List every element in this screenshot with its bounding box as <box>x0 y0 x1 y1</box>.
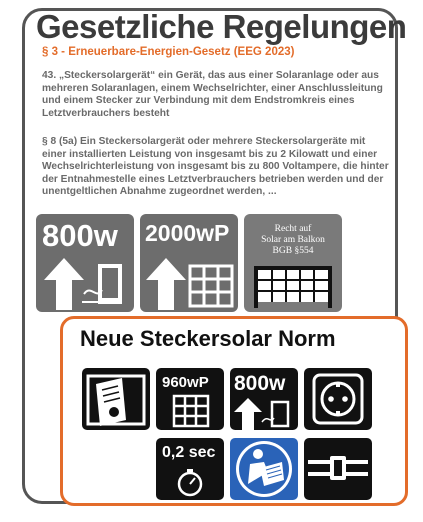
shutdown-time-label: 0,2 sec <box>162 444 216 461</box>
definition-paragraph: 43. „Steckersolargerät“ ein Gerät, das aus einer Solaranlage oder aus mehreren Solaranlagen, einem Wechselrichter, einer Anschlussleitung und einem Stecker zur Verbindung mit dem Endstromkreis eines Letztverbrauchers besteht <box>42 70 383 119</box>
inverter-800w-tile <box>230 368 298 430</box>
solar-panel-icon <box>190 266 232 306</box>
arrow-up-icon <box>146 258 186 310</box>
solar-960wp-tile <box>156 368 224 430</box>
solar-960wp-label: 960wP <box>162 374 209 391</box>
shutdown-time-tile <box>156 438 224 500</box>
law-line-1: Recht auf <box>274 224 312 234</box>
law-line-3: BGB §554 <box>272 246 314 256</box>
read-manual-icon <box>230 438 298 500</box>
tile-800w <box>36 214 134 312</box>
inverter-800w-label: 800w <box>234 372 286 395</box>
arrow-up-icon <box>44 258 84 310</box>
balcony-solar-icon <box>244 214 342 312</box>
norm-title: Neue Steckersolar Norm <box>80 326 336 351</box>
cable-connector-icon <box>304 438 372 500</box>
solar-panel-icon <box>156 368 224 430</box>
law-subtitle: § 3 - Erneuerbare-Energien-Gesetz (EEG 2023) <box>42 46 295 58</box>
stopwatch-icon <box>156 438 224 500</box>
tile-2000wp <box>140 214 238 312</box>
tile-2000wp-graphic <box>140 214 238 312</box>
tile-2000wp-label: 2000wP <box>145 220 230 246</box>
schuko-socket-icon <box>304 368 372 430</box>
tile-balcony-law <box>244 214 342 312</box>
arrow-up-icon <box>230 368 298 430</box>
certificate-document-icon <box>82 368 150 430</box>
certificate-document-tile <box>82 368 150 430</box>
law-line-2: Solar am Balkon <box>261 235 325 245</box>
plug-icon <box>82 264 122 304</box>
read-manual-tile <box>230 438 298 500</box>
page-title: Gesetzliche Regelungen <box>36 8 407 45</box>
tile-800w-label: 800w <box>42 218 118 253</box>
schuko-socket-tile <box>304 368 372 430</box>
cable-connector-tile <box>304 438 372 500</box>
rule-paragraph: § 8 (5a) Ein Steckersolargerät oder mehrere Steckersolargeräte mit einer installierten Leistung von insgesamt bis zu 2 Kilowatt und einer Wechselrichterleistung von insgesamt bis zu 800 Voltampere, die hinter der Entnahmestelle eines Letztverbrauchers betrieben werden und der unentgeltlichen Abnahme zugeordnet werden, ... <box>42 136 389 198</box>
tile-800w-graphic <box>36 214 134 312</box>
